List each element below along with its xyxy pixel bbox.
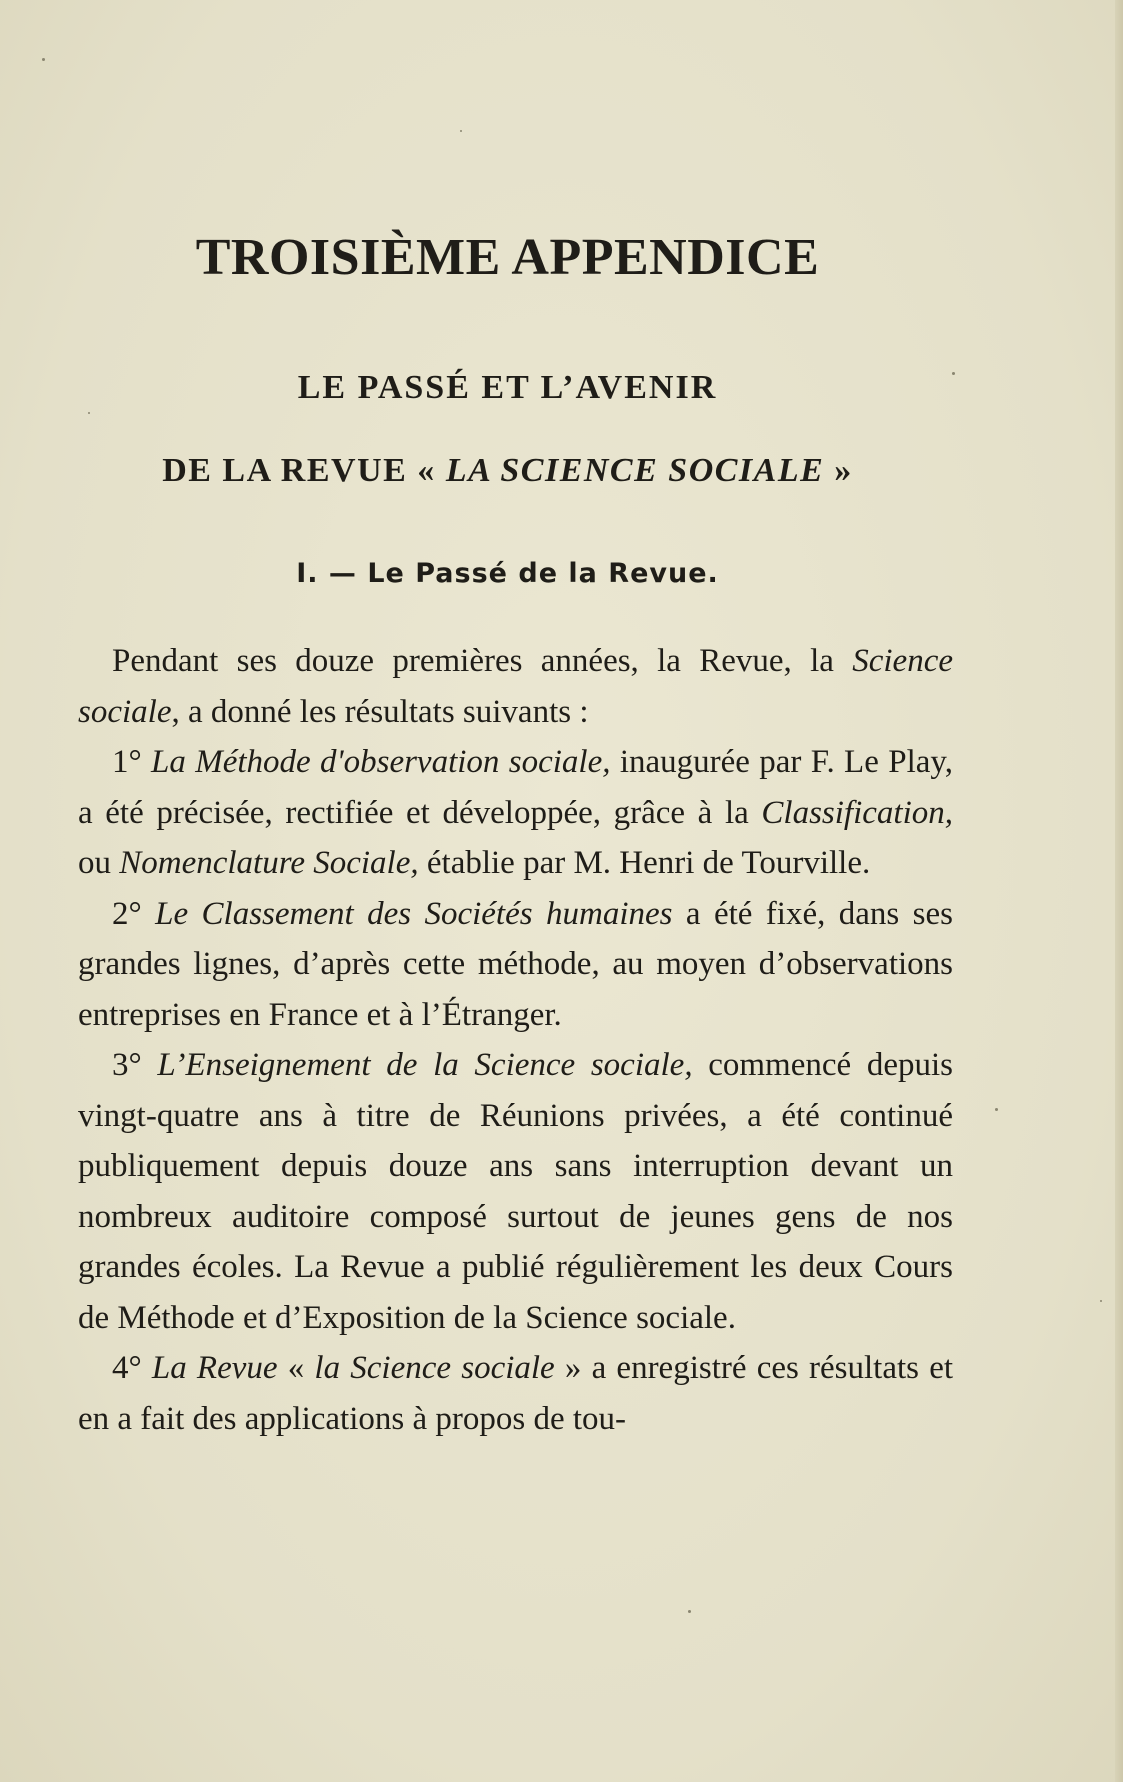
text-run: » a enregistré ces résultats et en a fait des applications à propos de tou- — [78, 1350, 954, 1437]
item-number: 4° — [112, 1350, 152, 1386]
text-run: inaugurée par F. Le Play, a été précisée, rectifiée et développée, grâce à la — [78, 744, 953, 831]
paper-speck — [1100, 1300, 1102, 1302]
item-number: 2° — [112, 895, 156, 932]
paper-speck — [42, 58, 45, 61]
italic-run: La Revue — [151, 1350, 278, 1386]
subtitle-suffix: » — [824, 452, 853, 489]
subtitle-prefix: DE LA REVUE « — [162, 452, 446, 489]
paper-speck — [995, 1108, 998, 1111]
item-number: 1° — [112, 744, 152, 780]
italic-run: Le Classement des Sociétés humaines — [155, 895, 673, 932]
text-run: « — [277, 1350, 315, 1386]
paper-speck — [88, 412, 90, 414]
paragraph-item-2 — [78, 889, 953, 1041]
page-edge — [1115, 0, 1123, 1782]
body-text — [78, 636, 953, 1444]
paper-speck — [952, 372, 955, 375]
paragraph-item-4 — [78, 1343, 953, 1444]
italic-run: Nomenclature Sociale, — [119, 845, 419, 881]
item-number: 3° — [112, 1047, 158, 1083]
italic-run: Classification, — [761, 794, 953, 831]
subtitle-line-1: LE PASSÉ ET L’AVENIR — [297, 369, 718, 406]
italic-run: L’Enseignement de la Science sociale, — [157, 1047, 693, 1083]
text-run: établie par M. Henri de Tourville. — [418, 845, 871, 881]
paper-speck — [460, 130, 462, 132]
text-run: Pendant ses douze premières années, la Revue, la — [112, 643, 853, 679]
section-heading: I. — Le Passé de la Revue. — [296, 558, 719, 589]
main-title: TROISIÈME APPENDICE — [195, 229, 820, 286]
paper-speck — [688, 1610, 691, 1613]
subtitle-review-name: LA SCIENCE SOCIALE — [445, 452, 825, 489]
text-run: a été fixé, dans ses grandes lignes, d’après cette méthode, au moyen d’observations entreprises en France et à l’Étranger. — [78, 895, 953, 1033]
paragraph-item-3 — [78, 1040, 953, 1343]
subtitle-line-2 — [0, 449, 1015, 493]
italic-run: la Science sociale — [314, 1350, 555, 1386]
paragraph-intro — [78, 636, 953, 737]
text-run: commencé depuis vingt-quatre ans à titre de Réunions privées, a été continué publiquement depuis douze ans sans interruption devant un nombreux auditoire composé surtout de jeunes gens de nos grandes écoles. La Revue a publié régulièrement les deux Cours de Méthode et d’Exposition de la Science sociale. — [78, 1047, 953, 1336]
text-run: ou — [78, 845, 120, 881]
italic-run: La Méthode d'observation sociale, — [151, 744, 611, 780]
paragraph-item-1 — [78, 737, 953, 889]
text-run: , a donné les résultats suivants : — [171, 693, 589, 730]
italic-run: Science sociale — [78, 643, 953, 730]
